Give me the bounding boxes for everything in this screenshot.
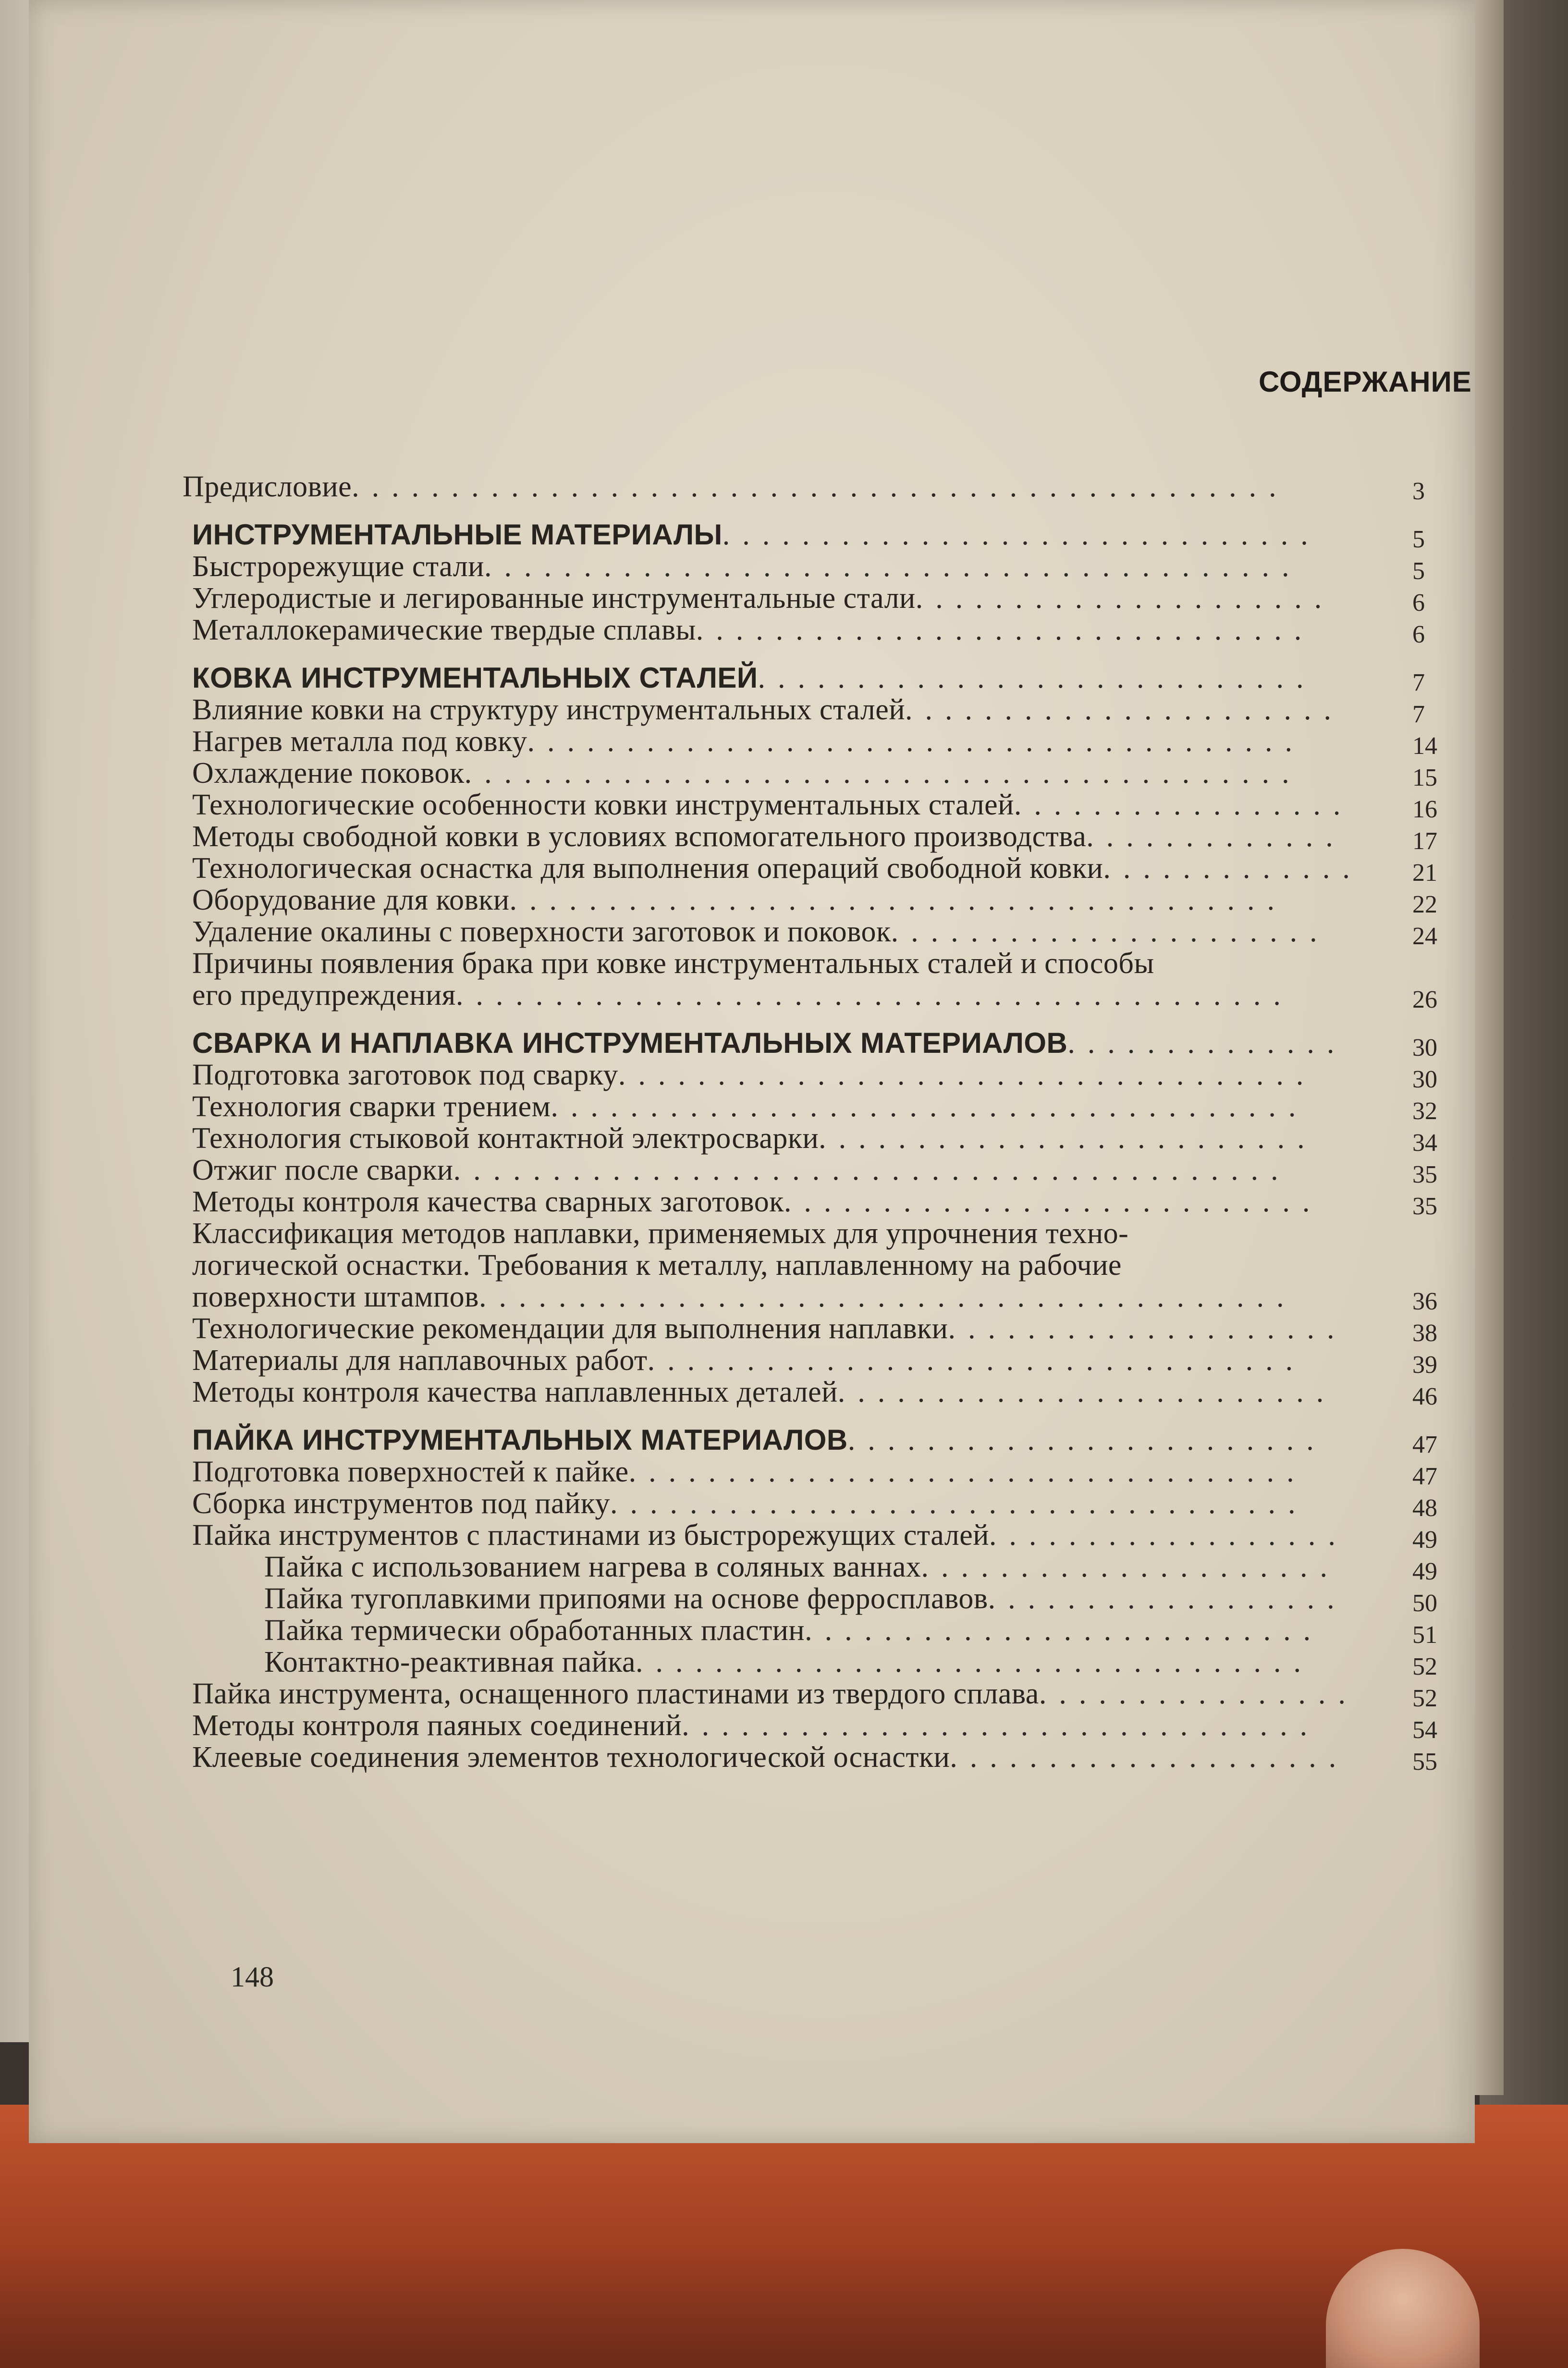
leader-dots: .......................................... xyxy=(464,757,1302,789)
toc-page-number: 22 xyxy=(1412,891,1437,918)
toc-entry xyxy=(183,725,1480,760)
toc-entry xyxy=(183,1122,1480,1157)
toc-entry-text: Углеродистые и легированные инструментальные стали xyxy=(192,582,916,615)
toc-entry-text: Пайка инструмента, оснащенного пластинами из твердого сплава xyxy=(192,1677,1039,1710)
toc-entry xyxy=(183,1154,1480,1186)
toc-entry-text: СВАРКА И НАПЛАВКА ИНСТРУМЕНТАЛЬНЫХ МАТЕРИАЛОВ xyxy=(192,1027,1068,1059)
toc-section xyxy=(183,662,1480,694)
toc-page-number: 35 xyxy=(1412,1193,1437,1220)
toc-entry-text: Пайка термически обработанных пластин xyxy=(264,1614,805,1647)
toc-page-number: 51 xyxy=(1412,1621,1437,1649)
leader-dots: ................................... xyxy=(610,1487,1308,1520)
toc-entry-text: ПАЙКА ИНСТРУМЕНТАЛЬНЫХ МАТЕРИАЛОВ xyxy=(192,1424,848,1456)
toc-entry xyxy=(183,884,1480,916)
leader-dots: ..................... xyxy=(915,582,1335,615)
leader-dots: .............. xyxy=(1067,1027,1347,1060)
toc-page-number: 52 xyxy=(1412,1653,1437,1680)
toc-entry-text: КОВКА ИНСТРУМЕНТАЛЬНЫХ СТАЛЕЙ xyxy=(192,662,758,694)
leader-dots: ............................... xyxy=(696,614,1314,646)
toc-entry xyxy=(183,550,1480,585)
toc-entry xyxy=(183,1281,1480,1313)
toc-entry xyxy=(183,1186,1480,1218)
toc-page-number: 14 xyxy=(1412,732,1437,760)
toc-entry xyxy=(183,1456,1480,1488)
toc-entry xyxy=(183,1678,1480,1710)
leader-dots: ......................................... xyxy=(478,1281,1297,1313)
toc-entry xyxy=(183,1614,1480,1649)
toc-entry xyxy=(183,614,1480,646)
toc-entry-text: Пайка с использованием нагрева в соляных ваннах xyxy=(264,1551,921,1583)
toc-entry xyxy=(183,1059,1480,1091)
page-number: 148 xyxy=(231,1961,274,1993)
toc-page-number: 49 xyxy=(1412,1558,1437,1585)
toc-entry xyxy=(183,1487,1480,1522)
leader-dots: ................................. xyxy=(647,1344,1306,1377)
toc-page-number: 17 xyxy=(1412,827,1437,855)
toc-entry xyxy=(183,1583,1480,1615)
toc-page-number: 7 xyxy=(1412,701,1425,728)
leader-dots: ........................ xyxy=(847,1424,1326,1456)
toc-entry-text: Пайка инструментов с пластинами из быстрорежущих сталей xyxy=(192,1519,989,1552)
toc-entry-text: Контактно-реактивная пайка xyxy=(264,1646,636,1678)
toc-entry-text: Влияние ковки на структуру инструментальных сталей xyxy=(192,693,905,726)
leader-dots: .......................... xyxy=(805,1614,1323,1647)
toc-page-number: 32 xyxy=(1412,1098,1437,1125)
toc-entry xyxy=(183,582,1480,617)
toc-entry xyxy=(183,471,1480,503)
toc-entry xyxy=(183,1376,1480,1408)
toc-entry xyxy=(183,1218,1480,1249)
toc-page-number: 38 xyxy=(1412,1320,1437,1347)
toc-page-number: 5 xyxy=(1412,526,1425,553)
leader-dots: ...................................... xyxy=(551,1090,1309,1123)
toc-page-number: 7 xyxy=(1412,669,1425,696)
toc-entry-text: Охлаждение поковок xyxy=(192,757,465,789)
toc-entry-text: Подготовка поверхностей к пайке xyxy=(192,1455,629,1488)
toc-entry-text: Предисловие xyxy=(183,470,352,503)
toc-page-number: 30 xyxy=(1412,1066,1437,1093)
toc-page-number: 30 xyxy=(1412,1034,1437,1061)
toc-page-number: 47 xyxy=(1412,1463,1437,1490)
leader-dots: ............. xyxy=(1086,820,1346,853)
toc-page-number: 5 xyxy=(1412,557,1425,585)
toc-entry xyxy=(183,979,1480,1011)
toc-page-number: 36 xyxy=(1412,1288,1437,1315)
toc-entry-text: Сборка инструментов под пайку xyxy=(192,1487,610,1520)
leader-dots: ............................ xyxy=(758,662,1316,694)
table-of-contents xyxy=(183,470,1480,1776)
toc-section xyxy=(183,1027,1480,1059)
toc-entry-text: поверхности штампов xyxy=(192,1281,479,1313)
toc-page-number: 6 xyxy=(1412,621,1425,648)
leader-dots: .................................. xyxy=(628,1455,1307,1488)
leader-dots: .................. xyxy=(989,1519,1348,1552)
toc-page-number: 15 xyxy=(1412,764,1437,791)
leader-dots: .................. xyxy=(988,1582,1347,1615)
toc-entry-text: Классификация методов наплавки, применяемых для упрочнения техно- xyxy=(192,1217,1129,1250)
toc-entry-text: Удаление окалины с поверхности заготовок и поковок xyxy=(192,915,891,948)
toc-entry xyxy=(183,757,1480,789)
leader-dots: ................................ xyxy=(682,1709,1320,1742)
toc-entry-text: Методы контроля качества наплавленных деталей xyxy=(192,1376,838,1408)
leader-dots: ...................... xyxy=(891,915,1330,948)
leader-dots: ..................... xyxy=(921,1551,1340,1583)
toc-page-number: 24 xyxy=(1412,923,1437,950)
leader-dots: .......................................... xyxy=(453,1154,1291,1186)
toc-entry xyxy=(183,1646,1480,1678)
toc-page-number: 39 xyxy=(1412,1351,1437,1379)
toc-entry-text: Пайка тугоплавкими припоями на основе ферросплавов xyxy=(264,1582,988,1615)
leader-dots: ................ xyxy=(1039,1677,1358,1710)
toc-entry-text: его предупреждения xyxy=(192,979,456,1011)
toc-entry-text: Причины появления брака при ковке инструментальных сталей и способы xyxy=(192,947,1154,980)
toc-entry-text: Технология стыковой контактной электросварки xyxy=(192,1122,819,1155)
leader-dots: .................................. xyxy=(635,1646,1313,1678)
toc-entry-text: Подготовка заготовок под сварку xyxy=(192,1059,618,1091)
toc-entry xyxy=(183,852,1480,887)
toc-entry-text: Клеевые соединения элементов технологической оснастки xyxy=(192,1741,950,1774)
leader-dots: .......................................... xyxy=(455,979,1293,1011)
toc-entry xyxy=(183,820,1480,855)
toc-entry xyxy=(183,916,1480,948)
toc-entry-text: Методы контроля паяных соединений xyxy=(192,1709,682,1742)
leader-dots: ........................... xyxy=(784,1185,1323,1218)
leader-dots: ......................................... xyxy=(484,550,1302,583)
toc-entry xyxy=(183,948,1480,979)
toc-page-number: 49 xyxy=(1412,1526,1437,1554)
page-title: СОДЕРЖАНИЕ xyxy=(1259,366,1472,398)
leader-dots: .................... xyxy=(950,1741,1349,1774)
toc-entry xyxy=(183,1709,1480,1744)
toc-entry-text: Нагрев металла под ковку xyxy=(192,725,527,758)
toc-page-number: 50 xyxy=(1412,1590,1437,1617)
leader-dots: ....................................... xyxy=(527,725,1305,758)
toc-page-number: 47 xyxy=(1412,1431,1437,1458)
leader-dots: ....................................... xyxy=(509,884,1287,916)
toc-entry xyxy=(183,1519,1480,1554)
toc-entry xyxy=(183,789,1480,821)
toc-entry xyxy=(183,1551,1480,1583)
toc-page-number: 35 xyxy=(1412,1161,1437,1188)
toc-entry-text: ИНСТРУМЕНТАЛЬНЫЕ МАТЕРИАЛЫ xyxy=(192,518,723,551)
toc-entry-text: Металлокерамические твердые сплавы xyxy=(192,614,696,646)
toc-page-number: 3 xyxy=(1412,478,1425,505)
toc-page-number: 34 xyxy=(1412,1129,1437,1157)
toc-page-number: 21 xyxy=(1412,859,1437,887)
toc-entry-text: Оборудование для ковки xyxy=(192,884,510,916)
toc-entry xyxy=(183,1249,1480,1281)
toc-entry-text: логической оснастки. Требования к металлу, наплавленному на рабочие xyxy=(192,1249,1122,1282)
toc-entry-text: Технологическая оснастка для выполнения операций свободной ковки xyxy=(192,852,1103,885)
leader-dots: ................................... xyxy=(618,1059,1316,1091)
toc-page-number: 46 xyxy=(1412,1383,1437,1410)
toc-page-number: 16 xyxy=(1412,796,1437,823)
toc-page-number: 6 xyxy=(1412,589,1425,617)
toc-entry-text: Быстрорежущие стали xyxy=(192,550,484,583)
toc-entry-text: Технология сварки трением xyxy=(192,1090,551,1123)
leader-dots: .............................. xyxy=(722,518,1321,551)
leader-dots: ............. xyxy=(1103,852,1362,885)
toc-entry-text: Отжиг после сварки xyxy=(192,1154,453,1186)
toc-page-number: 26 xyxy=(1412,986,1437,1013)
toc-page-number: 55 xyxy=(1412,1748,1437,1776)
toc-entry xyxy=(183,694,1480,726)
leader-dots: .................... xyxy=(948,1312,1347,1345)
toc-entry xyxy=(183,1344,1480,1379)
toc-entry xyxy=(183,1741,1480,1776)
toc-entry-text: Материалы для наплавочных работ xyxy=(192,1344,648,1377)
toc-entry xyxy=(183,1312,1480,1347)
toc-entry-text: Технологические особенности ковки инструментальных сталей xyxy=(192,789,1014,821)
toc-section xyxy=(183,1424,1480,1456)
toc-page-number: 52 xyxy=(1412,1685,1437,1712)
toc-page-number: 48 xyxy=(1412,1494,1437,1522)
toc-section xyxy=(183,519,1480,551)
toc-page-number: 54 xyxy=(1412,1716,1437,1744)
toc-entry xyxy=(183,1090,1480,1125)
leader-dots: ................. xyxy=(1014,789,1353,821)
toc-entry-text: Технологические рекомендации для выполнения наплавки xyxy=(192,1312,948,1345)
toc-entry-text: Методы свободной ковки в условиях вспомогательного производства xyxy=(192,820,1087,853)
leader-dots: ............................................... xyxy=(352,470,1289,503)
leader-dots: ...................... xyxy=(905,693,1344,726)
leader-dots: ......................... xyxy=(819,1122,1317,1155)
toc-entry-text: Методы контроля качества сварных заготовок xyxy=(192,1185,784,1218)
leader-dots: ......................... xyxy=(837,1376,1336,1408)
